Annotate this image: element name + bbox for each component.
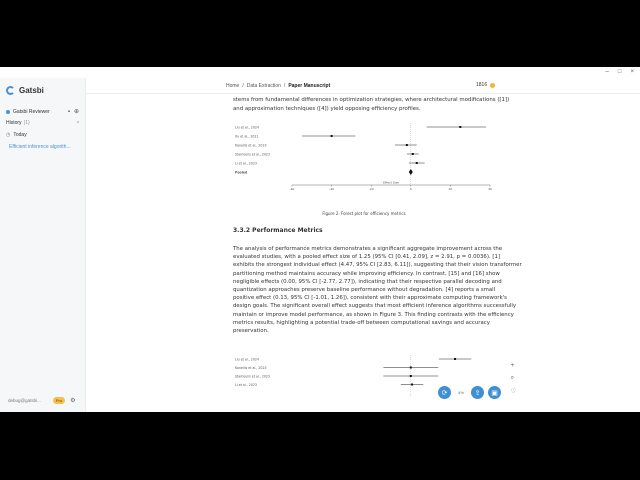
point-estimate: [459, 126, 461, 128]
paragraph-line: The analysis of performance metrics demonstrates a significant aggregate improvement across the: [233, 246, 503, 252]
intro-line-1: stems from fundamental differences in optimization strategies, where architectural modifications ([1]): [233, 97, 510, 103]
floating-label: 4%: [458, 390, 464, 395]
close-button[interactable]: ×: [630, 69, 634, 75]
sidebar: [0, 78, 86, 412]
point-estimate: [410, 367, 412, 369]
study-label: Stamoulis et al., 2023: [235, 152, 270, 157]
history-item[interactable]: [9, 144, 79, 150]
add-icon[interactable]: ⊕: [73, 109, 79, 115]
plus-icon[interactable]: +: [510, 363, 515, 369]
study-label: Liu et al., 2024: [235, 357, 259, 362]
sidebar-footer: [8, 397, 79, 404]
study-label: Xu et al., 2021: [235, 134, 259, 139]
app-name: Gatsbi: [19, 86, 44, 95]
export-icon[interactable]: ▣: [488, 386, 501, 399]
paragraph-line: evaluated studies, with a pooled effect size of 1.25 (95% CI [0.41, 2.09], z = 2.91, p = 0.0036). [1]: [233, 254, 500, 261]
x-tick-label: 20: [448, 187, 453, 191]
point-estimate: [331, 135, 333, 137]
point-estimate: [454, 358, 456, 360]
history-item-label: Efficient inference algorith...: [9, 144, 71, 150]
paragraph-line: design goals. The significant overall effect suggests that most efficient inference algorithms successfully: [233, 303, 517, 310]
pooled-diamond: [409, 169, 413, 175]
credits-counter[interactable]: [476, 82, 495, 88]
breadcrumb: [226, 83, 330, 89]
today-group: [6, 132, 79, 138]
share-icon[interactable]: ⇪: [471, 386, 484, 399]
clock-icon: ◷: [6, 132, 11, 138]
reviewer-dot-icon: [6, 110, 10, 114]
x-tick-label: -60: [289, 187, 295, 191]
document-icon[interactable]: ▪: [67, 108, 70, 115]
study-label: Pooled: [235, 170, 248, 175]
paragraph-line: exhibits the strongest individual effect (4.47, 95% CI [2.83, 6.11]), suggesting that their vision transformer: [233, 262, 522, 269]
intro-line-2: and approximation techniques ([4]) yield opposing efficiency profiles.: [233, 106, 421, 112]
point-estimate: [411, 384, 413, 386]
breadcrumb-separator: /: [242, 83, 244, 89]
study-label: Kanellis et al., 2023: [235, 366, 267, 370]
paragraph-line: quantization approaches preserve baseline performance without degradation. [4] reports a small: [233, 287, 496, 294]
minimize-button[interactable]: –: [605, 69, 609, 75]
pro-badge: Pro: [53, 397, 65, 404]
breadcrumb-current: Paper Manuscript: [288, 83, 331, 89]
app-window: [0, 67, 640, 412]
trash-icon[interactable]: ▫: [76, 120, 79, 126]
breadcrumb-data-extraction[interactable]: Data Extraction: [246, 83, 281, 89]
point-estimate: [416, 162, 418, 164]
history-row[interactable]: [6, 120, 79, 126]
refresh-icon[interactable]: ⟳: [438, 386, 451, 399]
point-estimate: [410, 375, 412, 377]
study-label: Liu et al., 2024: [235, 125, 259, 130]
reviewer-label: Gatsbi Reviewer: [13, 108, 50, 115]
right-toolbar: [511, 363, 516, 395]
reviewer-row[interactable]: [6, 108, 79, 115]
x-tick-label: 0: [409, 187, 412, 191]
study-label: Kanellis et al., 2023: [235, 143, 267, 148]
floating-toolbar: [438, 386, 501, 399]
paragraph-line: maintain or improve model performance, as shown in Figure 3. This finding contrasts with the efficiency: [233, 311, 514, 318]
top-bar: [86, 78, 640, 94]
forest-plot-efficiency: [233, 123, 495, 208]
paragraph-line: preservation.: [233, 328, 269, 335]
point-estimate: [406, 144, 408, 146]
history-label: History: [6, 120, 22, 126]
history-count: (1): [23, 120, 30, 126]
window-titlebar: [0, 67, 640, 78]
gear-icon[interactable]: ⚙: [70, 398, 76, 404]
x-tick-label: -40: [329, 187, 335, 191]
figure-caption: Figure 2. Forest plot for efficiency metrics: [322, 211, 406, 216]
heart-icon[interactable]: ♡: [510, 389, 516, 395]
search-icon[interactable]: ⌕: [510, 375, 514, 381]
paragraph-line: partitioning method maintains accuracy while improving efficiency. In contrast, [15] and [16] show: [233, 270, 500, 277]
maximize-button[interactable]: □: [617, 69, 622, 75]
x-axis-label: Effect Size: [383, 180, 399, 185]
point-estimate: [412, 153, 414, 155]
paragraph-line: negligible effects (0.00, 95% CI [-2.77, 2.77]), indicating that their respective parallel decoding and: [233, 278, 502, 285]
app-logo[interactable]: [6, 86, 44, 95]
study-label: Stamoulis et al., 2023: [235, 374, 270, 379]
paragraph-line: positive effect (0.13, 95% CI [-1.01, 1.26]), consistent with their approximate computing framework's: [233, 295, 507, 302]
today-label: Today: [13, 132, 27, 138]
x-tick-label: -20: [368, 187, 374, 191]
credits-value: 1816: [476, 82, 488, 88]
user-email[interactable]: debug@gatsbi...: [8, 398, 41, 403]
x-tick-label: 40: [488, 187, 492, 191]
section-heading: 3.3.2 Performance Metrics: [233, 227, 323, 234]
coin-icon: [490, 83, 495, 88]
main-panel: [86, 78, 640, 412]
study-label: Li et al., 2023: [235, 383, 257, 387]
study-label: Li et al., 2023: [235, 161, 257, 166]
gatsbi-logo-icon: [6, 86, 15, 95]
paragraph-line: metrics results, highlighting a potential trade-off between computational savings and accuracy: [233, 319, 490, 326]
performance-paragraph: [233, 245, 522, 335]
breadcrumb-separator: /: [283, 83, 286, 89]
breadcrumb-home[interactable]: Home: [226, 83, 240, 89]
